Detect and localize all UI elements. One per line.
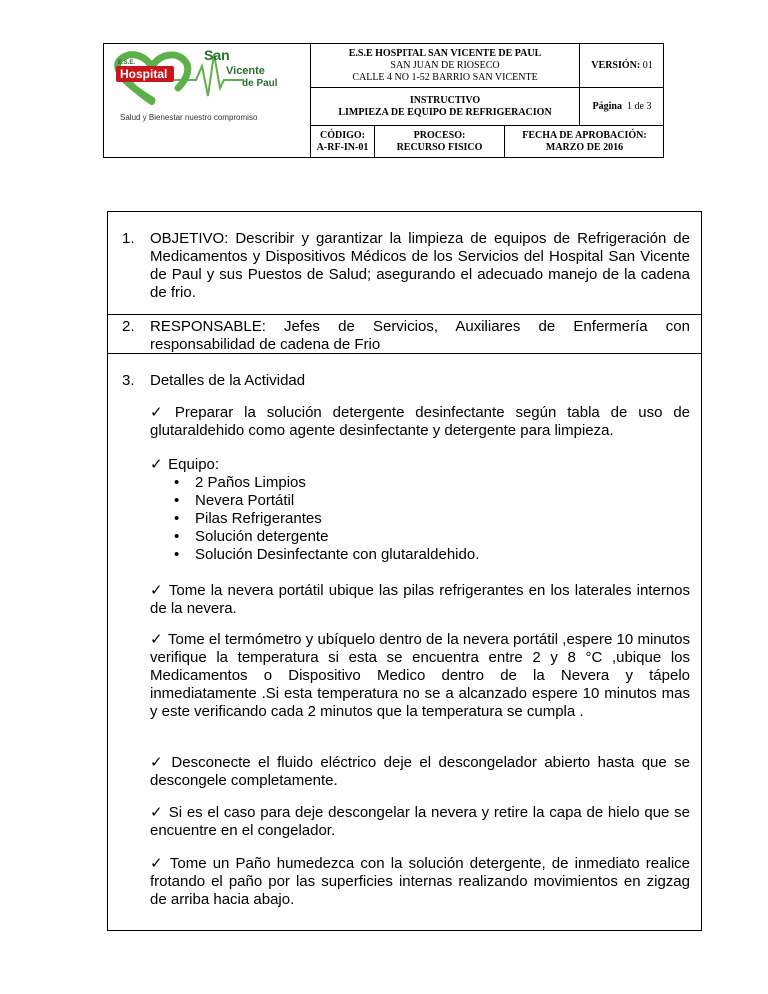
step-line: Si es el caso para deje descongelar la nevera y retire la capa de hielo que se	[168, 804, 690, 821]
section-divider	[108, 314, 701, 315]
logo-ese-text: E.S.E.	[118, 60, 136, 66]
version-value: 01	[642, 59, 653, 71]
list-item: Nevera Portátil	[195, 492, 295, 509]
section-responsable	[108, 318, 701, 354]
content-box	[107, 211, 702, 931]
step-line: Tome la nevera portátil ubique las pilas refrigerantes en los laterales internos	[168, 582, 690, 599]
heart-logo-icon	[104, 44, 310, 157]
page-value: 1 de 3	[627, 100, 652, 112]
approval-label: FECHA DE APROBACIÓN:	[522, 129, 647, 141]
step-line: descongele completamente.	[150, 772, 338, 789]
equipo-title	[150, 456, 690, 474]
responsable-text	[150, 318, 690, 354]
step-termometro	[150, 631, 690, 721]
section-number: 2.	[122, 318, 135, 335]
document-header	[103, 43, 664, 158]
check-icon: ✓	[150, 754, 163, 771]
section-number: 1.	[122, 230, 135, 247]
step-desconecte	[150, 754, 690, 790]
page-cell	[580, 88, 664, 125]
code-value: A-RF-IN-01	[316, 141, 369, 153]
code-cell	[311, 126, 374, 157]
step-line: de arriba hacia abajo.	[150, 891, 295, 908]
step-line: inmediatamente .Si esta temperatura no se a alcanzado espere 10 minutos mas	[150, 685, 690, 702]
section-objetivo	[108, 230, 701, 316]
check-icon: ✓	[150, 804, 163, 821]
logo-depaul-text: de Paul	[242, 78, 278, 89]
check-icon: ✓	[150, 456, 163, 473]
process-label: PROCESO:	[413, 129, 466, 141]
responsable-line: responsabilidad de cadena de Frio	[150, 336, 381, 353]
objetivo-line: de Paul y sus Puestos de Salud; asegurando el adecuado manejo de la cadena	[150, 266, 690, 283]
step-line: glutaraldehido como agente desinfectante y detergente para limpieza.	[150, 422, 614, 439]
logo-tagline: Salud y Bienestar nuestro compromiso	[120, 113, 258, 122]
instructivo-title: LIMPIEZA DE EQUIPO DE REFRIGERACION	[338, 106, 552, 118]
logo-hospital-text: Hospital	[120, 67, 168, 81]
check-icon: ✓	[150, 631, 163, 648]
step-line: Tome el termómetro y ubíquelo dentro de la nevera portátil ,espere 10 minutos	[167, 631, 690, 648]
version-cell	[580, 44, 664, 87]
objetivo-text	[150, 230, 690, 302]
step-line: Preparar la solución detergente desinfectante según tabla de uso de	[174, 404, 690, 421]
list-item: Solución detergente	[195, 528, 329, 545]
approval-cell	[505, 126, 664, 157]
page-label: Página	[592, 100, 622, 112]
logo-vicente-text: Vicente	[226, 65, 265, 77]
check-icon: ✓	[150, 582, 163, 599]
step-line: Desconecte el fluido eléctrico deje el descongelador abierto hasta que se	[171, 754, 690, 771]
step-line: verifique la temperatura si esta se encuentra entre 2 y 8 °C ,ubique los	[150, 649, 690, 666]
entity-name: E.S.E HOSPITAL SAN VICENTE DE PAUL	[348, 47, 542, 59]
step-line: encuentre en el congelador.	[150, 822, 336, 839]
instructivo-cell	[311, 88, 579, 125]
step-line: y este verificando cada 2 minutos que la temperatura se cumpla .	[150, 703, 584, 720]
bullet-icon: •	[174, 510, 180, 527]
approval-value: MARZO DE 2016	[545, 141, 624, 153]
hospital-logo	[104, 44, 310, 157]
list-item: Pilas Refrigerantes	[195, 510, 322, 527]
responsable-line: RESPONSABLE: Jefes de Servicios, Auxiliares de Enfermería con	[150, 318, 690, 335]
step-line: frotando el paño por las superficies internas realizando movimientos en zigzag	[150, 873, 690, 890]
bullet-icon: •	[174, 474, 180, 491]
process-value: RECURSO FISICO	[396, 141, 483, 153]
step-nevera	[150, 582, 690, 618]
list-item: 2 Paños Limpios	[195, 474, 306, 491]
objetivo-line: Medicamentos y Dispositivos Médicos de los Servicios del Hospital San Vicente	[150, 248, 690, 265]
code-label: CÓDIGO:	[320, 129, 365, 141]
objetivo-line: de frio.	[150, 284, 196, 301]
check-icon: ✓	[150, 404, 163, 421]
instructivo-label: INSTRUCTIVO	[409, 94, 481, 106]
entity-address: CALLE 4 NO 1-52 BARRIO SAN VICENTE	[352, 71, 538, 83]
process-cell	[375, 126, 504, 157]
step-descongelar	[150, 804, 690, 840]
section-divider	[108, 353, 701, 354]
step-line: Tome un Paño humedezca con la solución detergente, de inmediato realice	[169, 855, 690, 872]
step-preparar	[150, 404, 690, 440]
objetivo-line: OBJETIVO: Describir y garantizar la limpieza de equipos de Refrigeración de	[150, 230, 690, 247]
detalles-title: Detalles de la Actividad	[150, 372, 306, 389]
section-number: 3.	[122, 372, 135, 389]
bullet-icon: •	[174, 528, 180, 545]
step-line: de la nevera.	[150, 600, 237, 617]
bullet-icon: •	[174, 546, 180, 563]
step-pano	[150, 855, 690, 909]
version-label: VERSIÓN:	[591, 59, 641, 71]
check-icon: ✓	[150, 855, 163, 872]
equipo-label: Equipo:	[168, 456, 220, 473]
entity-cell	[311, 44, 579, 87]
step-line: Medicamentos o Dispositivo Medico dentro de la Nevera y tápelo	[150, 667, 690, 684]
list-item: Solución Desinfectante con glutaraldehido.	[195, 546, 480, 563]
bullet-icon: •	[174, 492, 180, 509]
logo-san-text: San	[204, 47, 230, 63]
entity-city: SAN JUAN DE RIOSECO	[390, 59, 500, 71]
